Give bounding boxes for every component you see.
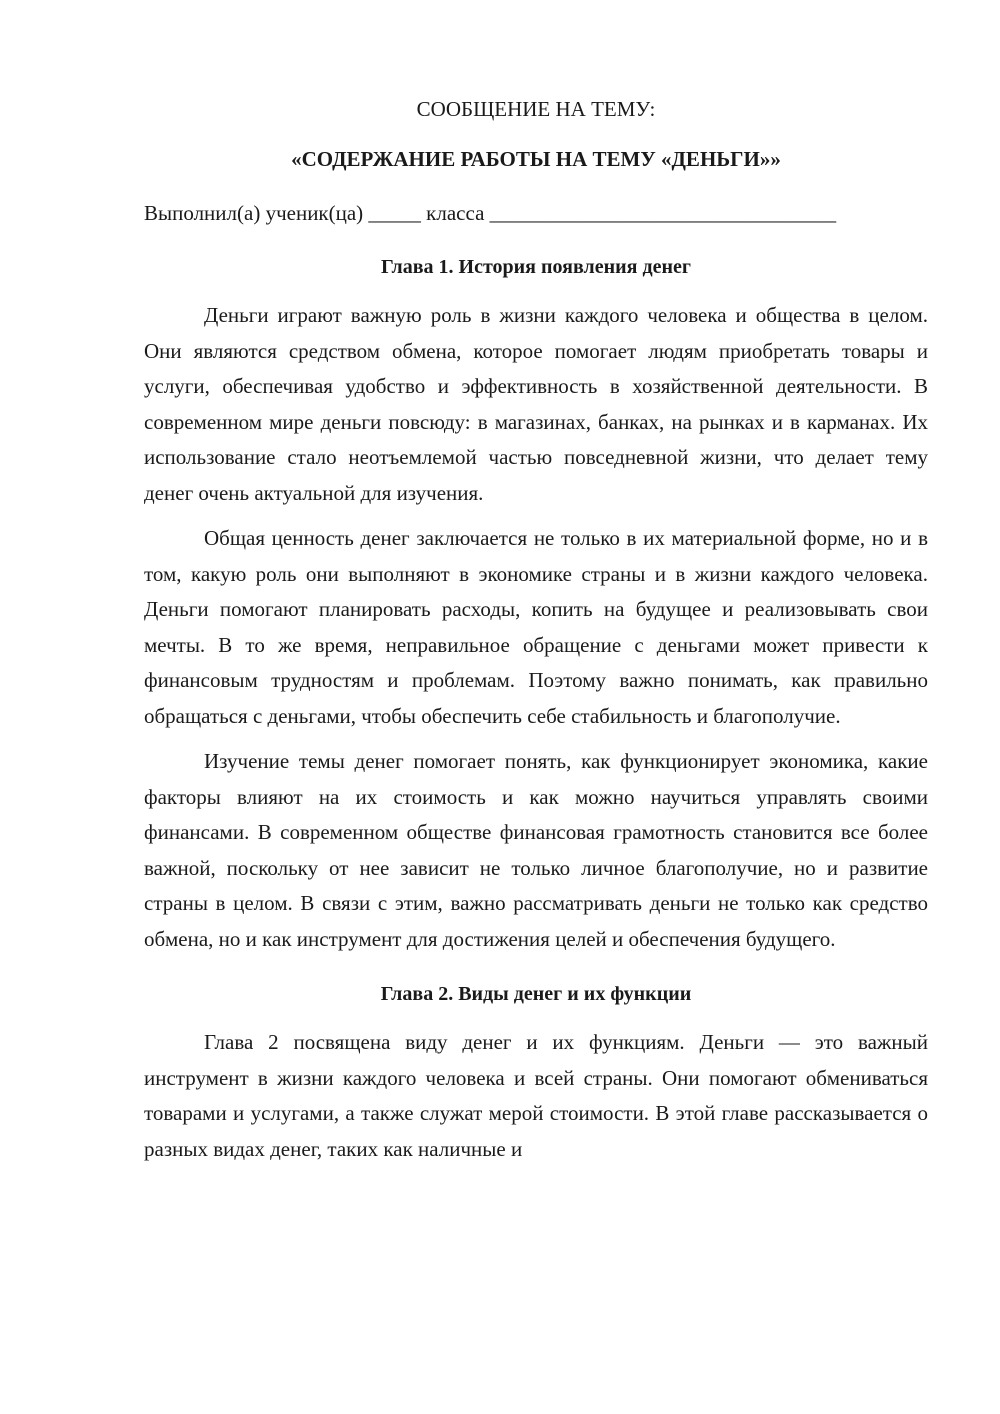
chapter-1-title: Глава 1. История появления денег: [381, 256, 691, 278]
author-line: Выполнил(а) ученик(ца) _____ класса _________________________________: [144, 201, 837, 225]
document-title: «СОДЕРЖАНИЕ РАБОТЫ НА ТЕМУ «ДЕНЬГИ»»: [291, 147, 781, 171]
chapter-2-paragraph-1: Глава 2 посвящена виду денег и их функциям. Деньги — это важный инструмент в жизни каждого человека и всей страны. Они помогают обмениваться товарами и услугами, а также служат мерой стоимости. В этой главе рассказывается о разных видах денег, таких как наличные и: [144, 1030, 928, 1161]
chapter-2-title: Глава 2. Виды денег и их функции: [380, 983, 692, 1005]
chapter-1-paragraph-3: Изучение темы денег помогает понять, как функционирует экономика, какие факторы влияют на их стоимость и как можно научиться управлять своими финансами. В современном обществе финансовая грамотность становится все более важной, поскольку от нее зависит не только личное благополучие, но и развитие страны в целом. В связи с этим, важно рассматривать деньги не только как средство обмена, но и как инструмент для достижения целей и обеспечения будущего.: [144, 749, 928, 951]
document-topic-label: СООБЩЕНИЕ НА ТЕМУ:: [416, 97, 656, 121]
chapter-1-paragraph-2: Общая ценность денег заключается не только в их материальной форме, но и в том, какую роль они выполняют в экономике страны и в жизни каждого человека. Деньги помогают планировать расходы, копить на будущее и реализовывать свои мечты. В то же время, неправильное обращение с деньгами может привести к финансовым трудностям и проблемам. Поэтому важно понимать, как правильно обращаться с деньгами, чтобы обеспечить себе стабильность и благополучие.: [144, 526, 928, 728]
chapter-1-paragraph-1: Деньги играют важную роль в жизни каждого человека и общества в целом. Они являются средством обмена, которое помогает людям приобретать товары и услуги, обеспечивая удобство и эффективность в хозяйственной деятельности. В современном мире деньги повсюду: в магазинах, банках, на рынках и в карманах. Их использование стало неотъемлемой частью повседневной жизни, что делает тему денег очень актуальной для изучения.: [144, 303, 928, 505]
document-page: [144, 92, 928, 1167]
